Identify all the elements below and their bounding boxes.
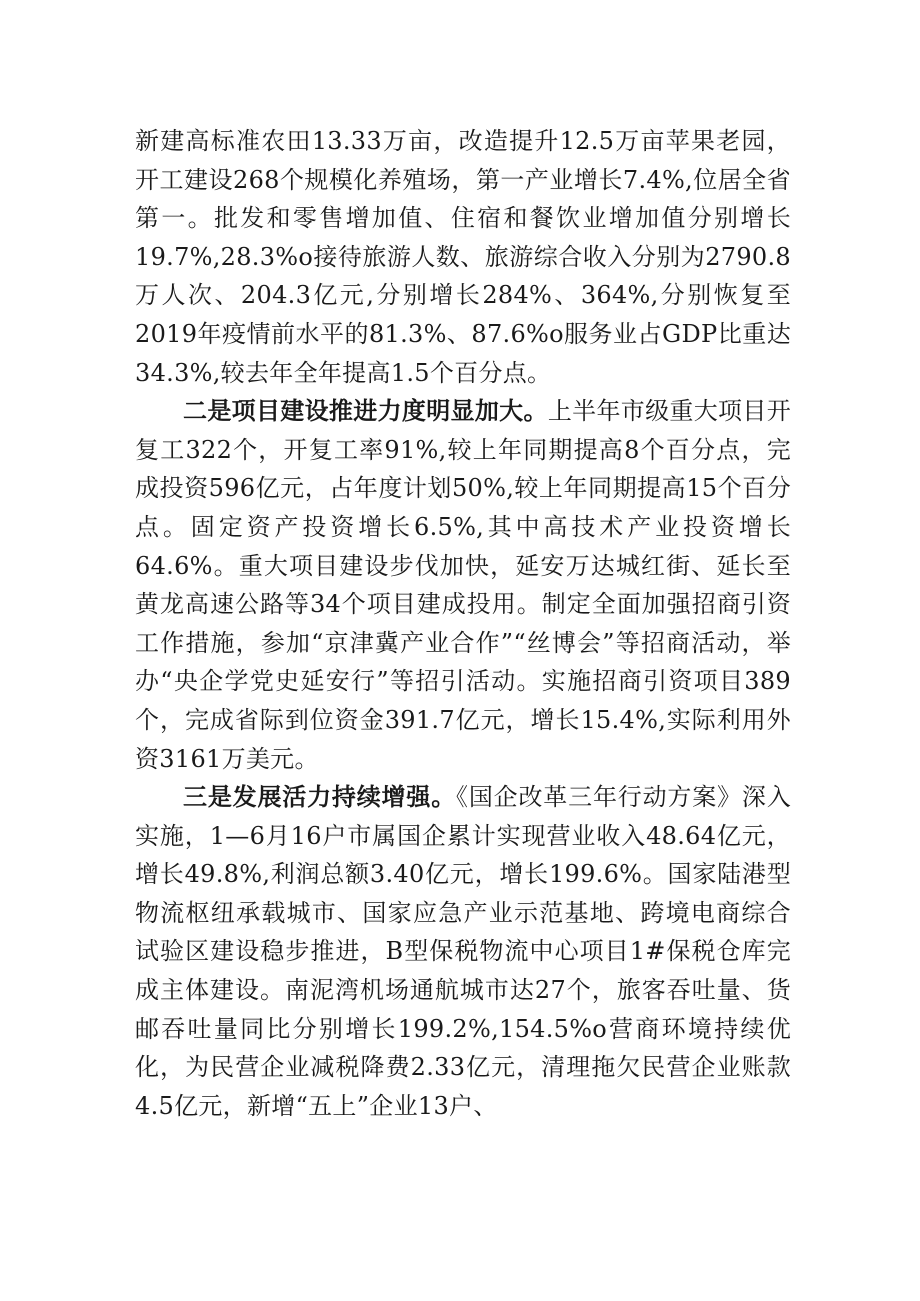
paragraph-lead: 二是项目建设推进力度明显加大。 [183,397,548,426]
paragraph-lead: 三是发展活力持续增强。 [183,783,457,812]
paragraph-project-construction [135,392,791,778]
paragraph-development-vitality [135,778,791,1125]
paragraph-text: 上半年市级重大项目开复工322个，开复工率91%,较上年同期提高8个百分点，完成投资596亿元，占年度计划50%,较上年同期提高15个百分点。固定资产投资增长6.5%,其中高技术产业投资增长64.6%。重大项目建设步伐加快，延安万达城红街、延长至黄龙高速公路等34个项目建成投用。制定全面加强招商引资工作措施，参加“京津冀产业合作”“丝博会”等招商活动，举办“央企学党史延安行”等招引活动。实施招商引资项目389个，完成省际到位资金391.7亿元，增长15.4%,实际利用外资3161万美元。 [135,397,791,773]
paragraph-text: 《国企改革三年行动方案》深入实施，1—6月16户市属国企累计实现营业收入48.64亿元，增长49.8%,利润总额3.40亿元，增长199.6%。国家陆港型物流枢纽承载城市、国家应急产业示范基地、跨境电商综合试验区建设稳步推进，B型保税物流中心项目1#保税仓库完成主体建设。南泥湾机场通航城市达27个，旅客吞吐量、货邮吞吐量同比分别增长199.2%,154.5%o营商环境持续优化，为民营企业减税降费2.33亿元，清理拖欠民营企业账款4.5亿元，新增“五上”企业13户、 [135,783,791,1120]
document-body [135,122,791,1125]
paragraph-text: 新建高标准农田13.33万亩，改造提升12.5万亩苹果老园，开工建设268个规模化养殖场，第一产业增长7.4%,位居全省第一。批发和零售增加值、住宿和餐饮业增加值分别增长19.7%,28.3%o接待旅游人数、旅游综合收入分别为2790.8万人次、204.3亿元,分别增长284%、364%,分别恢复至2019年疫情前水平的81.3%、87.6%o服务业占GDP比重达34.3%,较去年全年提高1.5个百分点。 [135,127,791,387]
paragraph-agriculture-services [135,122,791,392]
